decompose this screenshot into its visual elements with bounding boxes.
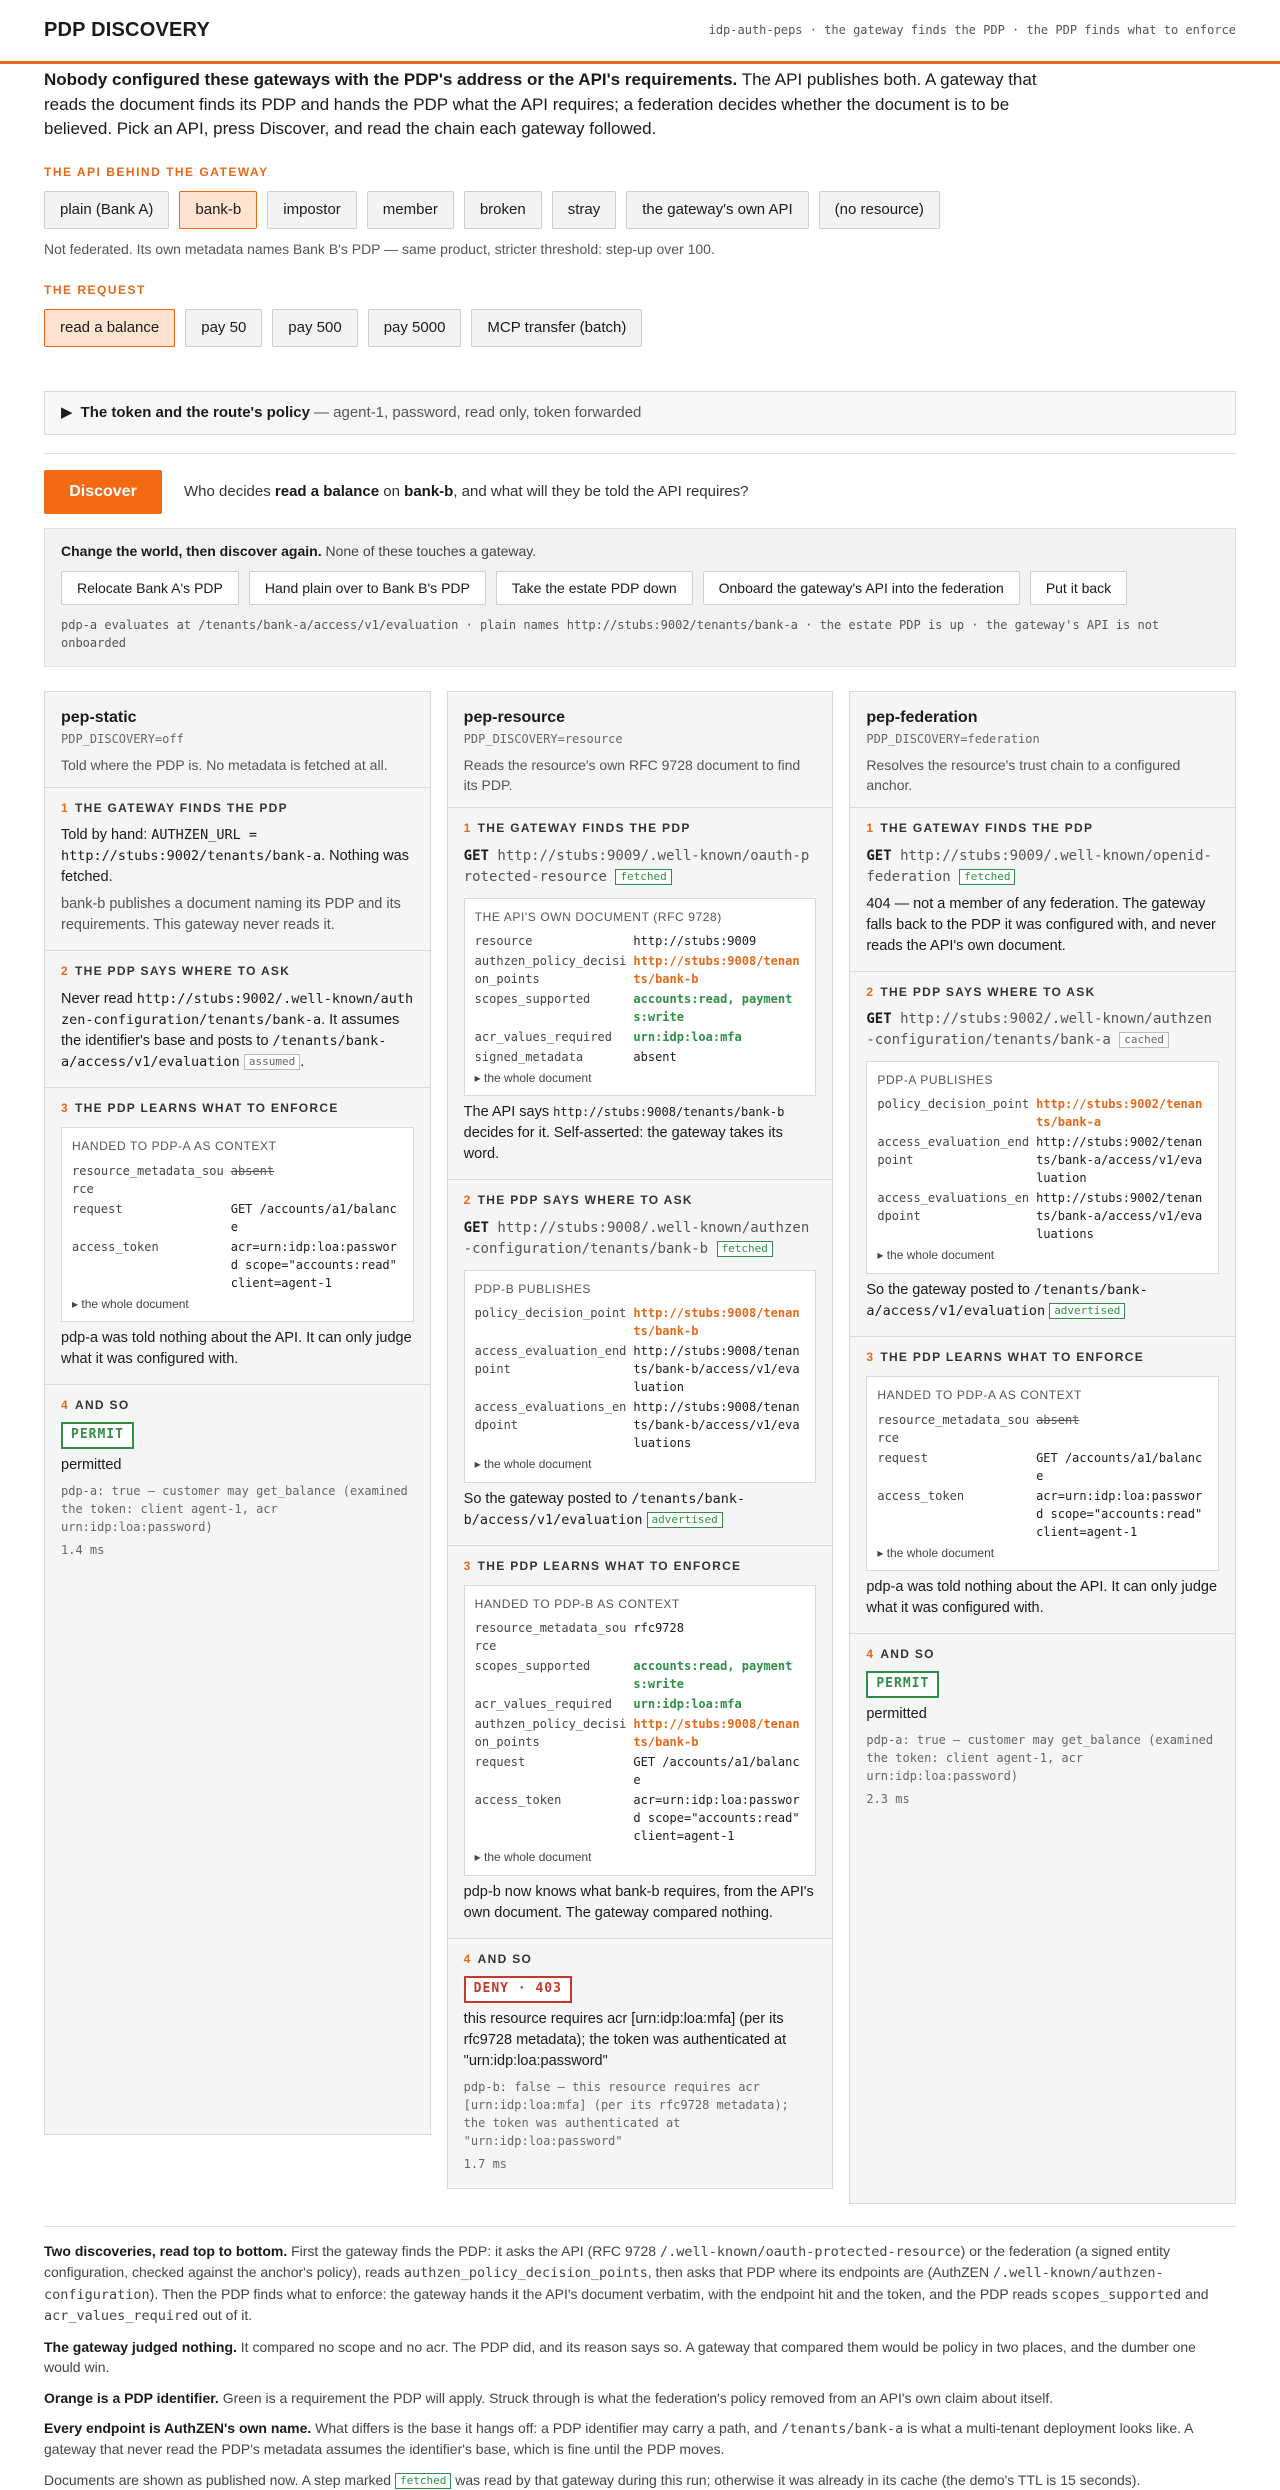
kv-row — [877, 1189, 1208, 1243]
kv-value: acr=urn:idp:loa:password scope="accounts:read" client=agent-1 — [1036, 1488, 1203, 1539]
step-where-to-ask: 2 THE PDP SAYS WHERE TO ASK GET http://stubs:9002/.well-known/authzen-configuration/tenants/bank-a cached PDP-A PUBLISHES policy_decision_point http://stubs:9002/tenants/bank-a access_evaluation_endpoint http://stubs:9002/tenants/bank-a/access/v1/evaluation access_evaluations_endpoint http://stubs:9002/tenants/bank-a/access/v1/evaluations ▸ the whole document So the gateway posted to /tenants/bank-a/access/v1/evaluation advertised — [850, 971, 1235, 1336]
kv-key: request — [72, 1201, 123, 1216]
discover-question: Who decides read a balance on bank-b, and what will they be told the API requires? — [184, 483, 749, 501]
kv-row — [877, 1411, 1208, 1447]
world-panel — [44, 528, 1236, 667]
api-section-label: THE API BEHIND THE GATEWAY — [44, 164, 269, 179]
whole-document-toggle[interactable]: ▸ the whole document — [474, 1071, 592, 1086]
world-title: Change the world, then discover again. None of these touches a gateway. — [61, 543, 537, 559]
disclosure-triangle-icon: ▶ — [61, 404, 73, 422]
kv-key: resource — [474, 934, 533, 949]
kv-row — [475, 1304, 806, 1340]
whole-document-toggle[interactable]: ▸ the whole document — [72, 1296, 189, 1311]
api-option-6[interactable]: the gateway's own API — [626, 191, 808, 229]
kv-row — [72, 1200, 403, 1236]
world-action-4[interactable]: Put it back — [1030, 571, 1127, 605]
request-options — [44, 309, 1236, 347]
column-env: PDP_DISCOVERY=resource — [463, 732, 623, 747]
column-env: PDP_DISCOVERY=federation — [866, 732, 1040, 747]
column-desc: Resolves the resource's trust chain to a configured anchor. — [866, 756, 1181, 793]
api-option-1[interactable]: bank-b — [179, 191, 257, 229]
kv-key: resource_metadata_source — [474, 1621, 627, 1654]
api-option-5[interactable]: stray — [552, 191, 617, 229]
kv-value: rfc9728 — [633, 1621, 684, 1636]
kv-key: authzen_policy_decision_points — [474, 1717, 627, 1750]
step-finds-pdp: 1 THE GATEWAY FINDS THE PDP GET http://stubs:9009/.well-known/openid-federation fetched 404 — not a member of any federation. The gateway falls back to the PDP it was configured with, and never reads the API's own document. — [850, 807, 1235, 970]
token-details-title: The token and the route's policy — [80, 404, 310, 422]
step-and-so: 4 AND SO PERMIT permitted pdp-a: true — customer may get_balance (examined the token: client agent-1, acr urn:idp:loa:password) 1.4 ms — [45, 1384, 430, 2134]
column-desc: Told where the PDP is. No metadata is fetched at all. — [61, 756, 388, 773]
world-action-0[interactable]: Relocate Bank A's PDP — [61, 571, 239, 605]
kv-key: signed_metadata — [474, 1050, 584, 1065]
gateway-columns — [44, 691, 1236, 2204]
api-option-4[interactable]: broken — [464, 191, 542, 229]
world-action-2[interactable]: Take the estate PDP down — [496, 571, 693, 605]
kv-row — [475, 1657, 806, 1693]
kv-key: policy_decision_point — [474, 1306, 627, 1321]
kv-key: request — [474, 1755, 526, 1770]
kv-value: http://stubs:9002/tenants/bank-a — [1036, 1097, 1203, 1130]
whole-document-toggle[interactable]: ▸ the whole document — [877, 1248, 995, 1263]
fetched-badge: fetched — [395, 2473, 451, 2489]
column-pep-static — [44, 691, 431, 2135]
column-pep-federation — [849, 691, 1236, 2204]
kv-value: absent — [230, 1163, 275, 1178]
kv-key: authzen_policy_decision_points — [474, 954, 627, 987]
kv-row — [475, 932, 806, 950]
kv-value: absent — [633, 1050, 677, 1065]
kv-value: acr=urn:idp:loa:password scope="accounts:read" client=agent-1 — [230, 1239, 397, 1290]
outcome-text: permitted — [61, 1457, 122, 1474]
context-document: HANDED TO PDP-A AS CONTEXT resource_metadata_source absent request GET /accounts/a1/balance access_token acr=urn:idp:loa:password scope="accounts:read" client=agent-1 ▸ the whole document — [61, 1127, 414, 1322]
latency: 2.3 ms — [866, 1792, 910, 1807]
app-header — [0, 0, 1280, 64]
api-note: Not federated. Its own metadata names Bank B's PDP — same product, stricter threshold: step-up over 100. — [44, 241, 715, 258]
kv-row — [475, 1398, 806, 1452]
kv-value: accounts:read, payments:write — [633, 1659, 793, 1692]
kv-value: GET /accounts/a1/balance — [633, 1755, 800, 1788]
world-status: pdp-a evaluates at /tenants/bank-a/access/v1/evaluation · plain names http://stubs:9002/tenants/bank-a · the estate PDP is up · the gateway's API is not onboarded — [61, 618, 1160, 650]
kv-row — [877, 1487, 1208, 1541]
kv-key: access_evaluations_endpoint — [877, 1191, 1030, 1224]
step-finds-pdp: 1 THE GATEWAY FINDS THE PDP Told by hand: AUTHZEN_URL = http://stubs:9002/tenants/bank-a. Nothing was fetched. bank-b publishes a document naming its PDP and its requirements. This gateway never reads it. — [45, 787, 430, 950]
kv-key: policy_decision_point — [877, 1097, 1030, 1112]
latency: 1.7 ms — [463, 2157, 508, 2172]
request-option-1[interactable]: pay 50 — [185, 309, 262, 347]
pdp-published-document: PDP-B PUBLISHES policy_decision_point http://stubs:9008/tenants/bank-b access_evaluation_endpoint http://stubs:9008/tenants/bank-b/access/v1/evaluation access_evaluations_endpoint http://stubs:9008/tenants/bank-b/access/v1/evaluations ▸ the whole document — [464, 1270, 817, 1483]
step-learns: 3 THE PDP LEARNS WHAT TO ENFORCE HANDED TO PDP-A AS CONTEXT resource_metadata_source absent request GET /accounts/a1/balance access_token acr=urn:idp:loa:password scope="accounts:read" client=agent-1 ▸ the whole document pdp-a was told nothing about the API. It can only judge what it was configured with. — [45, 1087, 430, 1384]
api-option-0[interactable]: plain (Bank A) — [44, 191, 169, 229]
kv-value: http://stubs:9008/tenants/bank-b — [633, 1306, 800, 1339]
token-details-summary: — agent-1, password, read only, token forwarded — [313, 404, 642, 422]
kv-row — [475, 952, 806, 988]
kv-key: access_evaluations_endpoint — [474, 1400, 627, 1433]
kv-key: scopes_supported — [474, 1659, 591, 1674]
column-title: pep-federation — [866, 709, 978, 727]
kv-value: http://stubs:9002/tenants/bank-a/access/v1/evaluations — [1036, 1191, 1203, 1242]
step-finds-pdp: 1 THE GATEWAY FINDS THE PDP GET http://stubs:9009/.well-known/oauth-protected-resource fetched THE API'S OWN DOCUMENT (RFC 9728) resource http://stubs:9009 authzen_policy_decision_points http://stubs:9008/tenants/bank-b scopes_supported accounts:read, payments:write acr_values_required urn:idp:loa:mfa signed_metadata absent ▸ the whole document The API says http://stubs:9008/tenants/bank-b decides for it. Self-asserted: the gateway takes its word. — [448, 807, 833, 1179]
kv-value: GET /accounts/a1/balance — [230, 1201, 397, 1234]
kv-row — [877, 1095, 1208, 1131]
kv-value: http://stubs:9008/tenants/bank-b — [633, 1717, 800, 1750]
verdict-badge: PERMIT — [61, 1422, 134, 1449]
kv-key: access_token — [877, 1488, 965, 1503]
fetched-badge: fetched — [615, 869, 671, 885]
advertised-badge: advertised — [1049, 1303, 1125, 1319]
intro-text: Nobody configured these gateways with the PDP's address or the API's requirements. The API publishes both. A gateway that reads the document finds its PDP and hands the PDP what the API requires; a federation decides whether the document is to be believed. Pick an API, press Discover, and read the chain each gateway followed. — [44, 70, 1037, 139]
app-title: PDP DISCOVERY — [44, 19, 210, 41]
advertised-badge: advertised — [647, 1512, 723, 1528]
kv-row — [475, 1619, 806, 1655]
world-action-1[interactable]: Hand plain over to Bank B's PDP — [249, 571, 486, 605]
pdp-output: pdp-a: true — customer may get_balance (examined the token: client agent-1, acr urn:idp:loa:password) — [866, 1733, 1214, 1784]
request-option-3[interactable]: pay 5000 — [368, 309, 462, 347]
world-actions — [61, 571, 1219, 605]
kv-key: acr_values_required — [474, 1030, 612, 1045]
token-details-toggle[interactable] — [44, 391, 1236, 435]
api-document: THE API'S OWN DOCUMENT (RFC 9728) resource http://stubs:9009 authzen_policy_decision_points http://stubs:9008/tenants/bank-b scopes_supported accounts:read, payments:write acr_values_required urn:idp:loa:mfa signed_metadata absent ▸ the whole document — [464, 898, 817, 1097]
step-and-so: 4 AND SO PERMIT permitted pdp-a: true — customer may get_balance (examined the token: client agent-1, acr urn:idp:loa:password) 2.3 ms — [850, 1633, 1235, 2203]
divider — [44, 453, 1236, 454]
column-title: pep-static — [61, 709, 137, 727]
step-where-to-ask: 2 THE PDP SAYS WHERE TO ASK GET http://stubs:9008/.well-known/authzen-configuration/tenants/bank-b fetched PDP-B PUBLISHES policy_decision_point http://stubs:9008/tenants/bank-b access_evaluation_endpoint http://stubs:9008/tenants/bank-b/access/v1/evaluation access_evaluations_endpoint http://stubs:9008/tenants/bank-b/access/v1/evaluations ▸ the whole document So the gateway posted to /tenants/bank-b/access/v1/evaluation advertised — [448, 1179, 833, 1544]
kv-value: http://stubs:9008/tenants/bank-b — [633, 954, 800, 987]
request-option-0[interactable]: read a balance — [44, 309, 175, 347]
pdp-output: pdp-b: false — this resource requires acr [urn:idp:loa:mfa] (per its rfc9728 metadata); the token was authenticated at "urn:idp:loa:password" — [463, 2080, 789, 2149]
request-option-2[interactable]: pay 500 — [272, 309, 357, 347]
pdp-output: pdp-a: true — customer may get_balance (examined the token: client agent-1, acr urn:idp:loa:password) — [61, 1484, 408, 1535]
api-option-7[interactable]: (no resource) — [819, 191, 940, 229]
verdict-badge: DENY · 403 — [464, 1976, 572, 2003]
fetched-badge: fetched — [959, 869, 1015, 885]
kv-key: request — [877, 1450, 928, 1465]
request-section-label: THE REQUEST — [44, 282, 146, 297]
whole-document-toggle[interactable]: ▸ the whole document — [474, 1457, 592, 1472]
verdict-badge: PERMIT — [866, 1671, 939, 1698]
kv-key: acr_values_required — [474, 1697, 612, 1712]
fetched-badge: fetched — [717, 1241, 773, 1257]
kv-value: acr=urn:idp:loa:password scope="accounts:read" client=agent-1 — [633, 1793, 800, 1844]
pdp-published-document: PDP-A PUBLISHES policy_decision_point http://stubs:9002/tenants/bank-a access_evaluation_endpoint http://stubs:9002/tenants/bank-a/access/v1/evaluation access_evaluations_endpoint http://stubs:9002/tenants/bank-a/access/v1/evaluations ▸ the whole document — [866, 1061, 1219, 1274]
kv-row — [877, 1133, 1208, 1187]
kv-key: resource_metadata_source — [877, 1412, 1030, 1445]
kv-value: http://stubs:9009 — [633, 934, 757, 949]
request-option-4[interactable]: MCP transfer (batch) — [471, 309, 642, 347]
kv-value: GET /accounts/a1/balance — [1036, 1450, 1203, 1483]
kv-value: http://stubs:9008/tenants/bank-b/access/v1/evaluation — [633, 1344, 800, 1395]
app-tagline: idp-auth-peps · the gateway finds the PDP · the PDP finds what to enforce — [708, 22, 1236, 37]
kv-value: accounts:read, payments:write — [633, 992, 793, 1025]
kv-value: absent — [1036, 1412, 1080, 1427]
discover-button[interactable]: Discover — [44, 470, 162, 514]
step-learns: 3 THE PDP LEARNS WHAT TO ENFORCE HANDED TO PDP-A AS CONTEXT resource_metadata_source absent request GET /accounts/a1/balance access_token acr=urn:idp:loa:password scope="accounts:read" client=agent-1 ▸ the whole document pdp-a was told nothing about the API. It can only judge what it was configured with. — [850, 1336, 1235, 1633]
kv-row — [72, 1238, 403, 1292]
kv-value: urn:idp:loa:mfa — [633, 1030, 742, 1045]
api-option-2[interactable]: impostor — [267, 191, 357, 229]
context-document: HANDED TO PDP-B AS CONTEXT resource_metadata_source rfc9728 scopes_supported accounts:read, payments:write acr_values_required urn:idp:loa:mfa authzen_policy_decision_points http://stubs:9008/tenants/bank-b request GET /accounts/a1/balance access_token acr=urn:idp:loa:password scope="accounts:read" client=agent-1 ▸ the whole document — [464, 1585, 817, 1876]
kv-key: access_evaluation_endpoint — [474, 1344, 627, 1377]
kv-value: urn:idp:loa:mfa — [633, 1697, 742, 1712]
kv-row — [877, 1449, 1208, 1485]
kv-row — [72, 1162, 403, 1198]
api-options — [44, 191, 1236, 229]
kv-row — [475, 990, 806, 1026]
footer-notes: Two discoveries, read top to bottom. First the gateway finds the PDP: it asks the API (RFC 9728 /.well-known/oauth-protected-resource) or the federation (a signed entity configuration, checked against the anchor's policy), reads authzen_policy_decision_points, then asks that PDP where its endpoints are (AuthZEN /.well-known/authzen-configuration). Then the PDP finds what to enforce: the gateway hands it the API's document verbatim, with the endpoint hit and the token, and the PDP reads scopes_supported and acr_values_required out of it. The gateway judged nothing. It compared no scope and no acr. The PDP did, and its reason says so. A gateway that compared them would be policy in two places, and the dumber one would win. Orange is a PDP identifier. Green is a requirement the PDP will apply. Struck through is what the federation's policy removed from an API's own claim about itself. Every endpoint is AuthZEN's own name. What differs is the base it hangs off: a PDP identifier may carry a path, and /tenants/bank-a is what a multi-tenant deployment looks like. A gateway that never read the PDP's metadata assumes the identifier's base, which is fine until the PDP moves. Documents are shown as published now. A step marked fetched was read by that gateway during this run; otherwise it was already in its cache (the demo's TTL is 15 seconds). — [44, 2226, 1236, 2490]
whole-document-toggle[interactable]: ▸ the whole document — [474, 1850, 592, 1865]
cached-badge: cached — [1119, 1032, 1169, 1048]
kv-row — [475, 1695, 806, 1713]
world-action-3[interactable]: Onboard the gateway's API into the federation — [703, 571, 1020, 605]
column-title: pep-resource — [463, 709, 566, 727]
step-and-so: 4 AND SO DENY · 403 this resource requires acr [urn:idp:loa:mfa] (per its rfc9728 metadata); the token was authenticated at "urn:idp:loa:password" pdp-b: false — this resource requires acr [urn:idp:loa:mfa] (per its rfc9728 metadata); the token was authenticated at "urn:idp:loa:password" 1.7 ms — [448, 1938, 833, 2188]
discover-row — [44, 470, 1236, 514]
kv-value: http://stubs:9002/tenants/bank-a/access/v1/evaluation — [1036, 1135, 1203, 1186]
column-env: PDP_DISCOVERY=off — [61, 732, 184, 747]
kv-key: scopes_supported — [474, 992, 591, 1007]
kv-row — [475, 1342, 806, 1396]
kv-row — [475, 1715, 806, 1751]
kv-key: resource_metadata_source — [72, 1163, 224, 1196]
column-pep-resource — [447, 691, 834, 2188]
kv-row — [475, 1048, 806, 1066]
kv-row — [475, 1791, 806, 1845]
latency: 1.4 ms — [61, 1543, 105, 1558]
kv-key: access_evaluation_endpoint — [877, 1135, 1030, 1168]
step-learns: 3 THE PDP LEARNS WHAT TO ENFORCE HANDED TO PDP-B AS CONTEXT resource_metadata_source rfc9728 scopes_supported accounts:read, payments:write acr_values_required urn:idp:loa:mfa authzen_policy_decision_points http://stubs:9008/tenants/bank-b request GET /accounts/a1/balance access_token acr=urn:idp:loa:password scope="accounts:read" client=agent-1 ▸ the whole document pdp-b now knows what bank-b requires, from the API's own document. The gateway compared nothing. — [448, 1545, 833, 1938]
context-document: HANDED TO PDP-A AS CONTEXT resource_metadata_source absent request GET /accounts/a1/balance access_token acr=urn:idp:loa:password scope="accounts:read" client=agent-1 ▸ the whole document — [866, 1376, 1219, 1571]
assumed-badge: assumed — [244, 1054, 300, 1070]
outcome-text: permitted — [866, 1706, 927, 1723]
whole-document-toggle[interactable]: ▸ the whole document — [877, 1545, 995, 1560]
api-option-3[interactable]: member — [367, 191, 454, 229]
kv-key: access_token — [72, 1239, 159, 1254]
column-desc: Reads the resource's own RFC 9728 document to find its PDP. — [463, 756, 801, 793]
kv-row — [475, 1753, 806, 1789]
step-where-to-ask: 2 THE PDP SAYS WHERE TO ASK Never read http://stubs:9002/.well-known/authzen-configuration/tenants/bank-a. It assumes the identifier's base and posts to /tenants/bank-a/access/v1/evaluation assumed . — [45, 950, 430, 1086]
outcome-text: this resource requires acr [urn:idp:loa:mfa] (per its rfc9728 metadata); the token was authenticated at "urn:idp:loa:password" — [463, 2011, 787, 2070]
kv-row — [475, 1028, 806, 1046]
kv-key: access_token — [474, 1793, 562, 1808]
kv-value: http://stubs:9008/tenants/bank-b/access/v1/evaluations — [633, 1400, 800, 1451]
